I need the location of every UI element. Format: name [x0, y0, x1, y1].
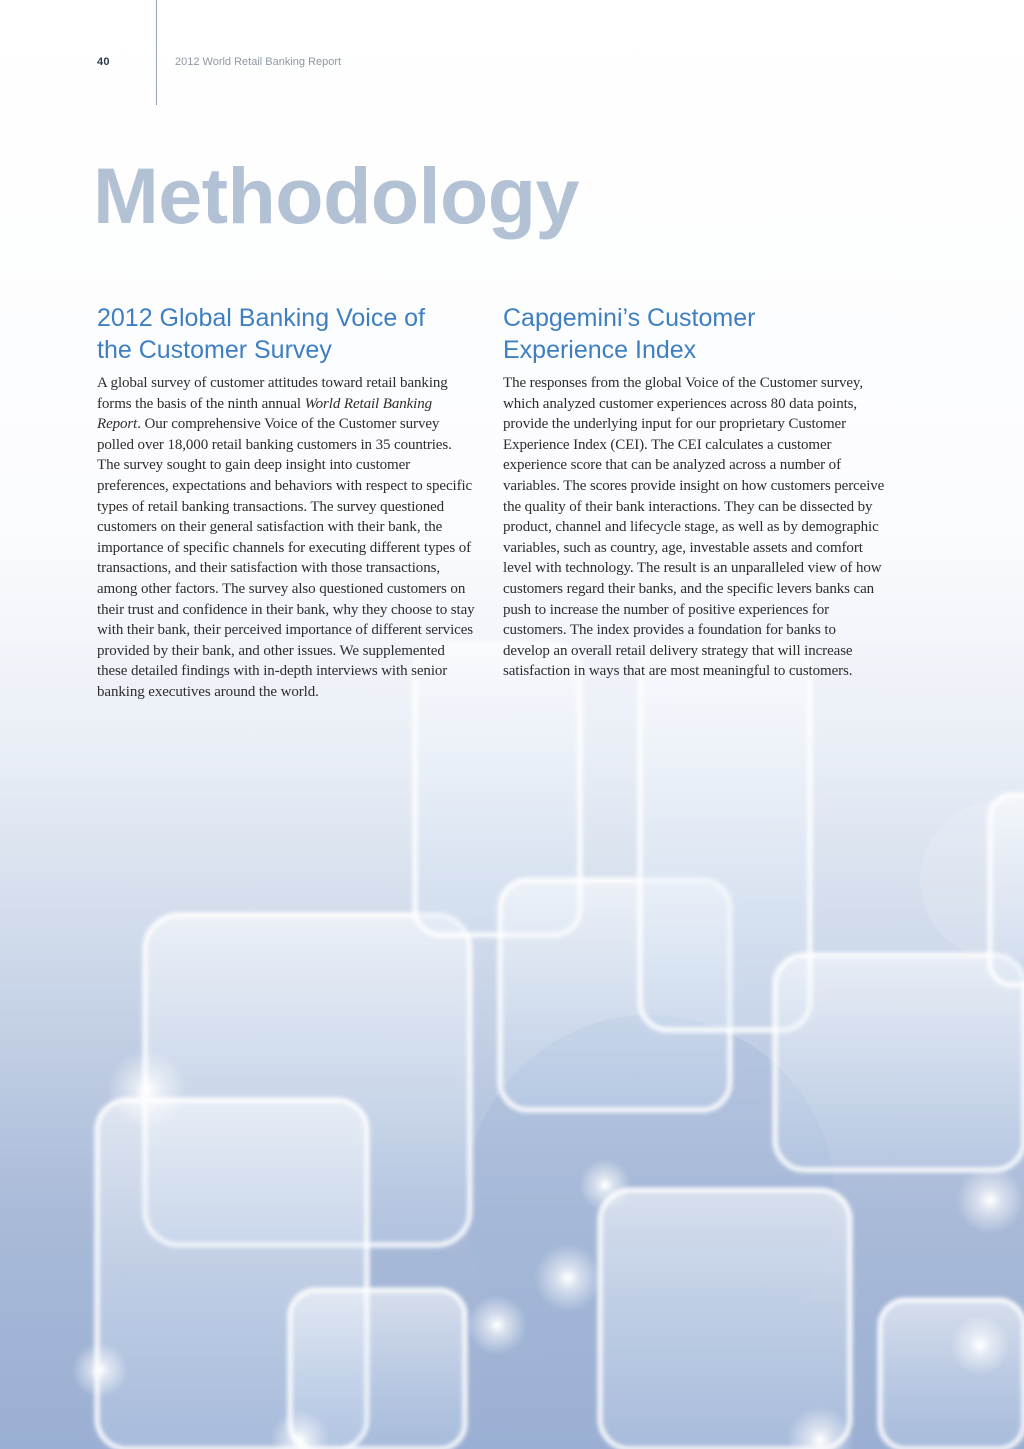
section-heading-line: 2012 Global Banking Voice of [97, 304, 426, 332]
section-heading [503, 302, 885, 366]
section-body [97, 373, 477, 703]
page-header [0, 0, 1024, 110]
section-customer-experience-index [503, 302, 885, 682]
section-voice-of-customer [97, 302, 477, 703]
bg-glow [579, 1159, 631, 1211]
section-heading-line: Capgemini’s Customer [503, 304, 756, 332]
bg-glow [950, 1315, 1010, 1375]
section-heading [97, 302, 477, 366]
body-text-italic: World Retail Banking Report [97, 395, 433, 433]
bg-tile [880, 1300, 1024, 1449]
bg-glow [467, 1295, 527, 1355]
bg-glow [534, 1244, 602, 1312]
bg-tile [990, 795, 1024, 985]
body-text: A global survey of customer attitudes toward retail banking forms the basis of the ninth annual [97, 375, 448, 412]
report-title: 2012 World Retail Banking Report [175, 56, 342, 68]
section-heading-line: Experience Index [503, 336, 697, 364]
page-title: Methodology [93, 151, 579, 240]
body-text: . Our comprehensive Voice of the Customer survey polled over 18,000 retail banking customers in 35 countries. The survey sought to gain deep insight into customer preferences, expectations and behaviors with respect to specific types of retail banking transactions. The survey questioned customers on their general satisfaction with their bank, the importance of specific channels for executing different types of transactions, and their satisfaction with those transactions, among other factors. The survey also questioned customers on their trust and confidence in their bank, why they choose to stay with their bank, their perceived importance of different services provided by their bank, and other issues. We supplemented these detailed findings with in-depth interviews with senior banking executives around the world. [97, 416, 475, 700]
bg-glow [956, 1166, 1024, 1234]
bg-glow [72, 1342, 128, 1398]
header-divider [156, 0, 157, 105]
section-body: The responses from the global Voice of the Customer survey, which analyzed customer experiences across 80 data points, provide the underlying input for our proprietary Customer Experience Index (CEI). The CEI calculates a customer experience score that can be analyzed across a number of variables. The scores provide insight on how customers perceive the quality of their bank interactions. They can be dissected by product, channel and lifecycle stage, as well as by demographic variables, such as country, age, investable assets and comfort level with technology. The result is an unparalleled view of how customers regard their banks, and the specific levers banks can push to increase the number of positive experiences for customers. The index provides a foundation for banks to develop an overall retail delivery strategy that will increase satisfaction in ways that are most meaningful to customers. [503, 375, 885, 680]
bg-glow [107, 1050, 187, 1130]
section-heading-line: the Customer Survey [97, 336, 332, 364]
page-number: 40 [97, 56, 110, 68]
bg-tile [775, 955, 1024, 1170]
